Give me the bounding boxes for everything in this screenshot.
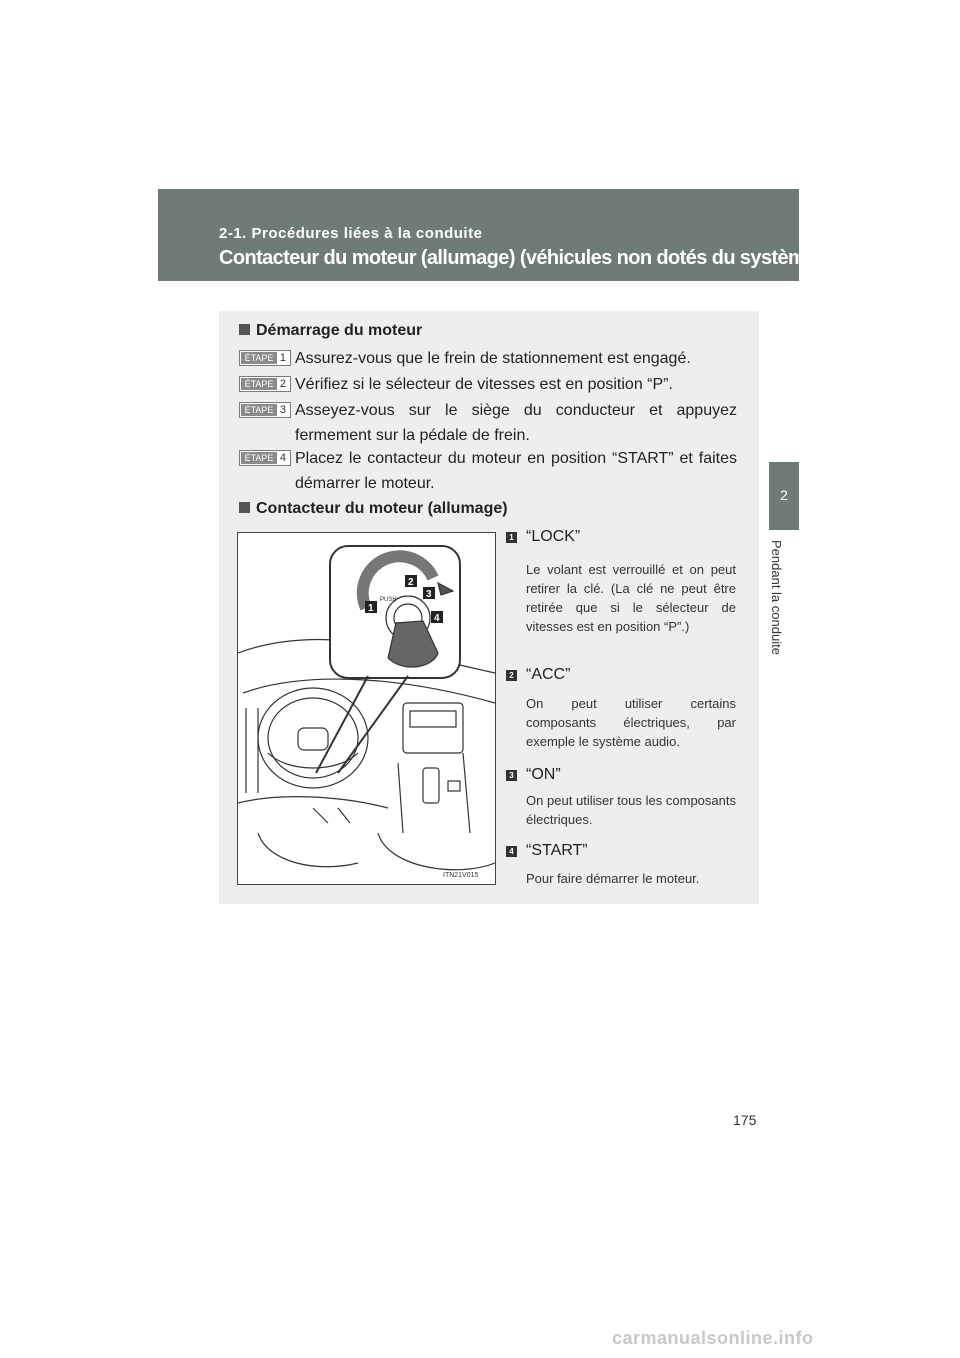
- page-number: 175: [733, 1112, 757, 1128]
- step-badge: [239, 376, 291, 392]
- page-title: Contacteur du moteur (allumage) (véhicules non dotés du système Smart key): [219, 247, 917, 269]
- step-text: Placez le contacteur du moteur en position “START” et faites démarrer le moteur.: [295, 450, 737, 492]
- callout-2: 2: [408, 577, 414, 588]
- number-badge: [506, 532, 517, 543]
- number-badge: [506, 670, 517, 681]
- step-badge-label: ÉTAPE: [241, 404, 277, 416]
- position-title: “ON”: [526, 766, 561, 783]
- heading-starting-engine-text: Démarrage du moteur: [256, 322, 423, 339]
- callout-4: 4: [434, 613, 440, 624]
- number-badge: [506, 770, 517, 781]
- chapter-number: 2: [780, 487, 788, 503]
- step-badge-label: ÉTAPE: [241, 378, 277, 390]
- position-desc: On peut utiliser tous les composants électriques.: [526, 793, 736, 827]
- ignition-figure: [237, 532, 496, 885]
- heading-starting-engine: [239, 322, 422, 340]
- step-text: Assurez-vous que le frein de stationnement est engagé.: [295, 350, 691, 367]
- step-text: Asseyez-vous sur le siège du conducteur et appuyez fermement sur la pédale de frein.: [295, 402, 737, 444]
- step-badge-number: 4: [279, 452, 286, 464]
- position-title: “ACC”: [526, 666, 571, 683]
- square-bullet-icon: [239, 502, 250, 513]
- step-badge-number: 2: [279, 378, 286, 390]
- step-badge: [239, 350, 291, 366]
- step-badge-number: 3: [279, 404, 286, 416]
- number-badge: [506, 846, 517, 857]
- watermark: carmanualsonline.info: [612, 1328, 814, 1348]
- number-badge-text: 3: [509, 771, 514, 780]
- dashboard-illustration: [238, 533, 495, 884]
- chapter-label: [769, 540, 799, 690]
- step-badge: [239, 402, 291, 418]
- figure-code: ITN21V015: [443, 872, 479, 879]
- chapter-label-text: Pendant la conduite: [769, 540, 784, 655]
- position-title: “START”: [526, 842, 588, 859]
- position-desc: Le volant est verrouillé et on peut retirer la clé. (La clé ne peut être retirée que si le sélecteur de vitesses est en position “P”.): [526, 562, 736, 634]
- number-badge-text: 4: [509, 847, 514, 856]
- step-badge-label: ÉTAPE: [241, 452, 277, 464]
- chapter-tab[interactable]: [769, 462, 799, 530]
- section-title: 2-1. Procédures liées à la conduite: [219, 225, 483, 242]
- number-badge-text: 1: [509, 533, 514, 542]
- position-desc: On peut utiliser certains composants électriques, par exemple le système audio.: [526, 696, 736, 749]
- position-desc: Pour faire démarrer le moteur.: [526, 871, 700, 886]
- heading-engine-switch: [239, 500, 508, 518]
- step-text: Vérifiez si le sélecteur de vitesses est en position “P”.: [295, 376, 673, 393]
- page-header: [158, 189, 917, 281]
- callout-3: 3: [426, 589, 432, 600]
- step-badge: [239, 450, 291, 466]
- heading-engine-switch-text: Contacteur du moteur (allumage): [256, 500, 508, 517]
- callout-1: 1: [368, 603, 374, 614]
- step-badge-label: ÉTAPE: [241, 352, 277, 364]
- step-badge-number: 1: [279, 352, 286, 364]
- push-text: PUSH: [380, 597, 397, 603]
- square-bullet-icon: [239, 324, 250, 335]
- number-badge-text: 2: [509, 671, 514, 680]
- position-title: “LOCK”: [526, 528, 581, 545]
